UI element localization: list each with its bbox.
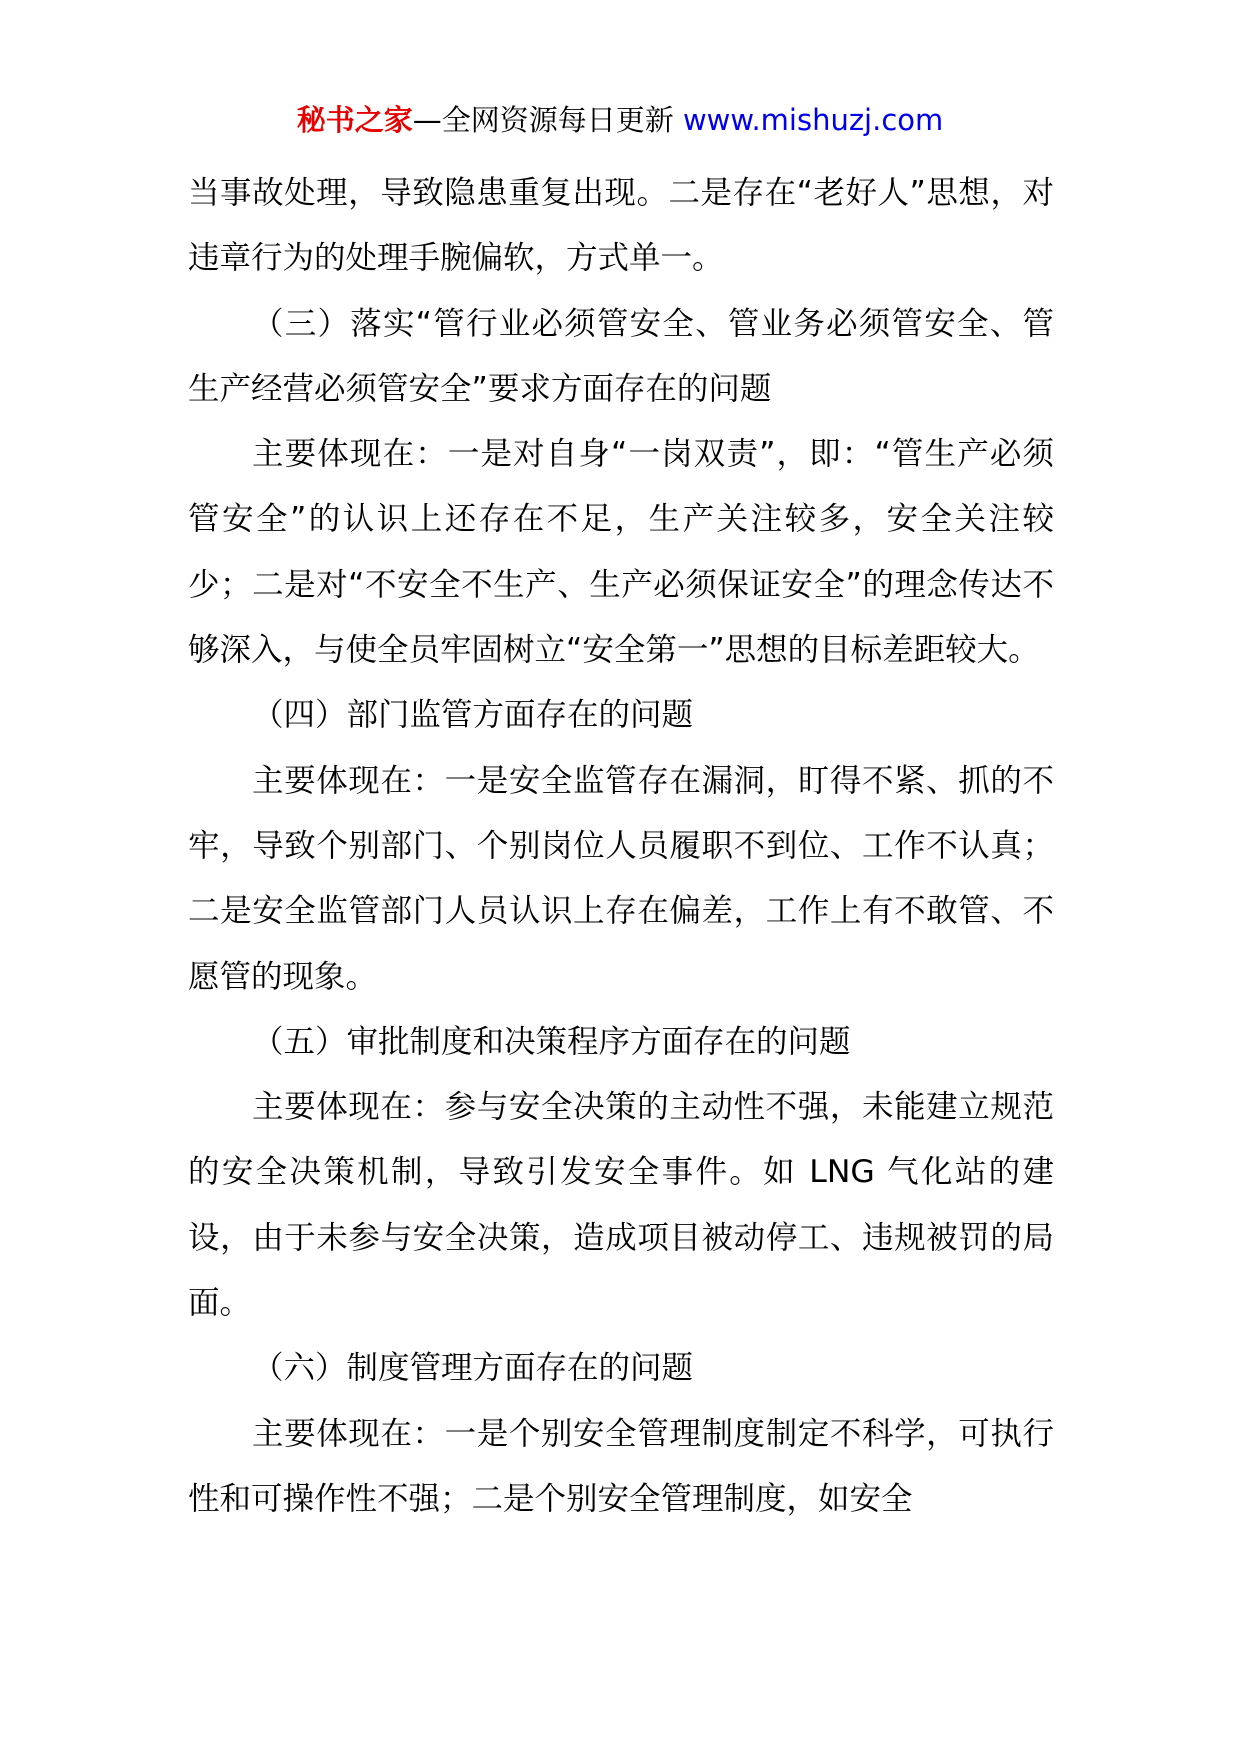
paragraph-continuation: 当事故处理，导致隐患重复出现。二是存在“老好人”思想，对违章行为的处理手腕偏软，方式单一。 [188,175,1054,277]
paragraph-6: 主要体现在：一是个别安全管理制度制定不科学，可执行性和可操作性不强；二是个别安全管理制度，如安全 [188,1415,1054,1517]
paragraph-4: 主要体现在：一是安全监管存在漏洞，盯得不紧、抓的不牢，导致个别部门、个别岗位人员履职不到位、工作不认真；二是安全监管部门人员认识上存在偏差，工作上有不敢管、不愿管的现象。 [188,762,1054,995]
section-heading-6: （六）制度管理方面存在的问题 [252,1350,694,1387]
header-tagline: —全网资源每日更新 [412,103,674,137]
brand-name: 秘书之家 [296,103,413,137]
section-heading-5: （五）审批制度和决策程序方面存在的问题 [252,1023,851,1060]
section-heading-4: （四）部门监管方面存在的问题 [252,697,694,734]
document-body [188,161,1054,1532]
paragraph-5: 主要体现在：参与安全决策的主动性不强，未能建立规范的安全决策机制，导致引发安全事件。如 LNG 气化站的建设，由于未参与安全决策，造成项目被动停工、违规被罚的局面。 [188,1089,1054,1322]
paragraph-3: 主要体现在：一是对自身“一岗双责”，即：“管生产必须管安全”的认识上还存在不足，生产关注较多，安全关注较少；二是对“不安全不生产、生产必须保证安全”的理念传达不够深入，与使全员牢固树立“安全第一”思想的目标差距较大。 [188,436,1054,669]
site-link[interactable]: www.mishuzj.com [682,103,944,137]
page-header [0,100,1240,140]
section-heading-3: （三）落实“管行业必须管安全、管业务必须管安全、管生产经营必须管安全”要求方面存在的问题 [188,305,1054,407]
